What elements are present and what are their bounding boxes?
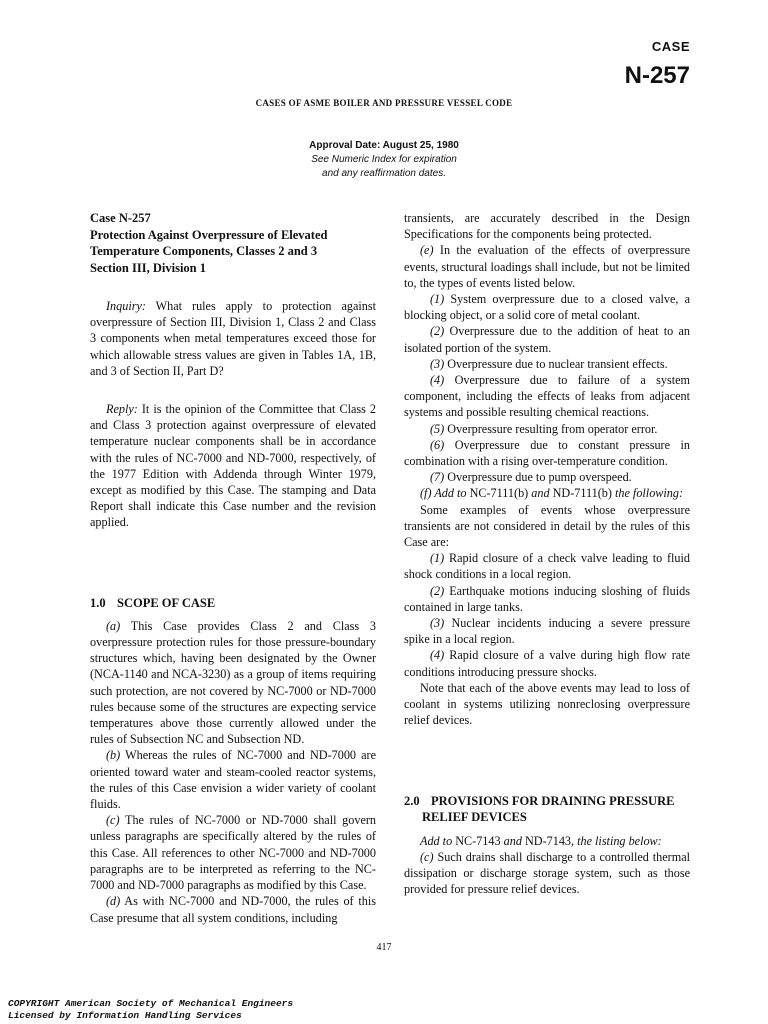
section-1-f-item [404, 647, 690, 679]
section-1-d-text: As with NC-7000 and ND-7000, the rules of this Case presume that all system conditions, including [90, 894, 376, 925]
section-2-c-label: (c) [420, 849, 434, 864]
section-2-and: and [500, 833, 525, 848]
section-1-number: 1.0 [90, 595, 106, 610]
section-2-title-line2: RELIEF DEVICES [422, 810, 527, 824]
copyright-notice [8, 998, 293, 1022]
section-1-f-intro: Some examples of events whose overpressure transients are not considered in detail by the rules of this Case are: [404, 502, 690, 550]
approval-note-line2: and any reaffirmation dates. [322, 168, 446, 179]
section-1-e-item [404, 291, 690, 323]
section-1-e-item [404, 421, 690, 437]
case-title [90, 210, 376, 276]
section-1-f-item [404, 583, 690, 615]
section-1-d [90, 893, 376, 925]
item-text: Rapid closure of a check valve leading to fluid shock conditions in a local region. [404, 551, 690, 582]
item-text: Nuclear incidents inducing a severe pressure spike in a local region. [404, 616, 690, 647]
item-text: Overpressure due to failure of a system component, including the effects of leaks from adjacent systems and possible resulting chemical reactions. [404, 373, 690, 420]
running-head: CASES OF ASME BOILER AND PRESSURE VESSEL CODE [255, 98, 513, 108]
item-text: System overpressure due to a closed valve, a blocking object, or a solid core of metal coolant. [404, 292, 690, 323]
section-1-a-label: (a) [106, 618, 121, 633]
case-number: N-257 [624, 62, 690, 89]
section-1-f-item [404, 550, 690, 582]
inquiry-label: Inquiry: [106, 299, 146, 313]
section-1-e [404, 242, 690, 291]
section-1-f-ref2: ND-7111(b) [552, 486, 612, 501]
section-1-f-ref1: NC-7111(b) [469, 486, 529, 501]
item-label: (6) [430, 437, 445, 452]
copyright-line1: COPYRIGHT American Society of Mechanical Engineers [8, 998, 294, 1009]
approval-date: Approval Date: August 25, 1980 [309, 140, 459, 151]
approval-block [0, 139, 768, 181]
item-label: (1) [430, 292, 445, 307]
case-title-line3: Temperature Components, Classes 2 and 3 [90, 244, 318, 258]
item-label: (3) [430, 616, 445, 631]
section-1-title: SCOPE OF CASE [117, 595, 216, 610]
section-1-e-item [404, 372, 690, 421]
section-1-e-item [404, 437, 690, 469]
section-1-c [90, 812, 376, 893]
section-2-tail: , the listing below: [571, 833, 662, 848]
page-number: 417 [376, 942, 392, 953]
left-column [90, 210, 376, 926]
item-label: (4) [430, 648, 445, 663]
section-1-e-text: In the evaluation of the effects of overpressure events, structural loadings shall include, but not be limited to, the types of events listed below. [404, 243, 690, 290]
section-2-c [404, 849, 690, 898]
section-1-b-label: (b) [106, 748, 121, 763]
item-text: Overpressure due to constant pressure in combination with a rising over-temperature condition. [404, 437, 690, 469]
case-label: CASE [651, 39, 690, 54]
case-title-line2: Protection Against Overpressure of Elevated [90, 227, 328, 242]
section-2-number: 2.0 [404, 793, 420, 808]
section-1-heading [90, 595, 376, 611]
case-title-line4: Section III, Division 1 [90, 260, 206, 275]
item-label: (7) [430, 470, 445, 485]
section-2-title-line1: PROVISIONS FOR DRAINING PRESSURE [431, 793, 675, 808]
section-2-c-text: Such drains shall discharge to a controlled thermal dissipation or discharge storage system, such as those provided for pressure relief devices. [404, 849, 690, 897]
section-1-c-label: (c) [106, 813, 120, 828]
item-text: Overpressure due to nuclear transient effects. [444, 356, 668, 371]
inquiry-text: What rules apply to protection against overpressure of Section III, Division 1, Class 2 and Class 3 components when metal temperatures exceed those for which allowable stress values are given in Tables 1A, 1B, and 3 of Section II, Part D? [90, 299, 376, 378]
section-1-f-label: (f) [420, 486, 432, 501]
item-text: Overpressure resulting from operator error. [444, 421, 658, 436]
section-1-d-label: (d) [106, 894, 121, 909]
section-2-heading [404, 793, 690, 826]
item-label: (2) [430, 583, 445, 598]
section-2-ref1: NC-7143 [455, 833, 501, 848]
section-1-a [90, 618, 376, 748]
section-2-add [404, 833, 690, 849]
section-1-f-tail: the following: [611, 486, 684, 501]
section-1-e-item [404, 356, 690, 372]
case-title-line1: Case N-257 [90, 211, 151, 225]
item-text: Earthquake motions inducing sloshing of fluids contained in large tanks. [404, 583, 690, 614]
item-label: (1) [430, 551, 445, 566]
section-1-e-item [404, 469, 690, 485]
section-2-ref2: ND-7143 [524, 833, 572, 848]
reply-text: It is the opinion of the Committee that Class 2 and Class 3 protection against overpressure of elevated temperature nuclear components shall be in accordance with the rules of NC-7000 and ND-7000, respectively, of the 1977 Edition with Addenda through Winter 1979, except as modified by this Case. The stamping and Data Report shall indicate this Case number and the revision applied. [90, 402, 376, 530]
item-label: (3) [430, 356, 445, 371]
item-label: (2) [430, 324, 445, 339]
approval-note-line1: See Numeric Index for expiration [311, 154, 457, 165]
section-1-a-text: This Case provides Class 2 and Class 3 overpressure protection rules for those pressure-boundary structures which, having been designated by the Owner (NCA-1140 and NCA-3230) as a group of items requiring such protection, are not covered by NC-7000 or ND-7000 rules because some of the structures are expecting service temperatures above those currently allowed under the rules of Subsection NC and Subsection ND. [90, 618, 376, 747]
item-label: (5) [430, 421, 445, 436]
item-text: Overpressure due to the addition of heat to an isolated portion of the system. [404, 324, 690, 355]
section-1-f [404, 485, 690, 501]
section-1-b-text: Whereas the rules of NC-7000 and ND-7000 are oriented toward water and steam-cooled reactor systems, the rules of this Case envision a wider variety of coolant fluids. [90, 748, 376, 812]
section-1-f-note: Note that each of the above events may lead to loss of coolant in systems utilizing nonreclosing overpressure relief devices. [404, 680, 690, 728]
section-1-d-continued: transients, are accurately described in the Design Specifications for the components being protected. [404, 211, 690, 242]
section-1-e-item [404, 323, 690, 355]
inquiry-paragraph [90, 298, 376, 379]
right-column [404, 210, 690, 897]
item-text: Rapid closure of a valve during high flow rate conditions introducing pressure shocks. [404, 648, 690, 679]
reply-label: Reply: [106, 402, 138, 417]
copyright-line2: Licensed by Information Handling Services [8, 1010, 242, 1021]
reply-paragraph [90, 401, 376, 531]
item-text: Overpressure due to pump overspeed. [444, 470, 632, 485]
section-1-f-add: Add to [431, 486, 470, 501]
section-1-f-item [404, 615, 690, 647]
section-1-e-label: (e) [420, 243, 434, 258]
section-1-b [90, 747, 376, 812]
section-2-add-label: Add to [420, 833, 456, 848]
item-label: (4) [430, 373, 445, 388]
section-1-c-text: The rules of NC-7000 or ND-7000 shall govern unless paragraphs are specifically altered by the rules of this Case. All references to other NC-7000 and ND-7000 paragraphs are to be interpreted as referring to the NC-7000 and ND-7000 paragraphs as modified by this Case. [90, 813, 376, 893]
section-1-f-and: and [528, 486, 553, 501]
